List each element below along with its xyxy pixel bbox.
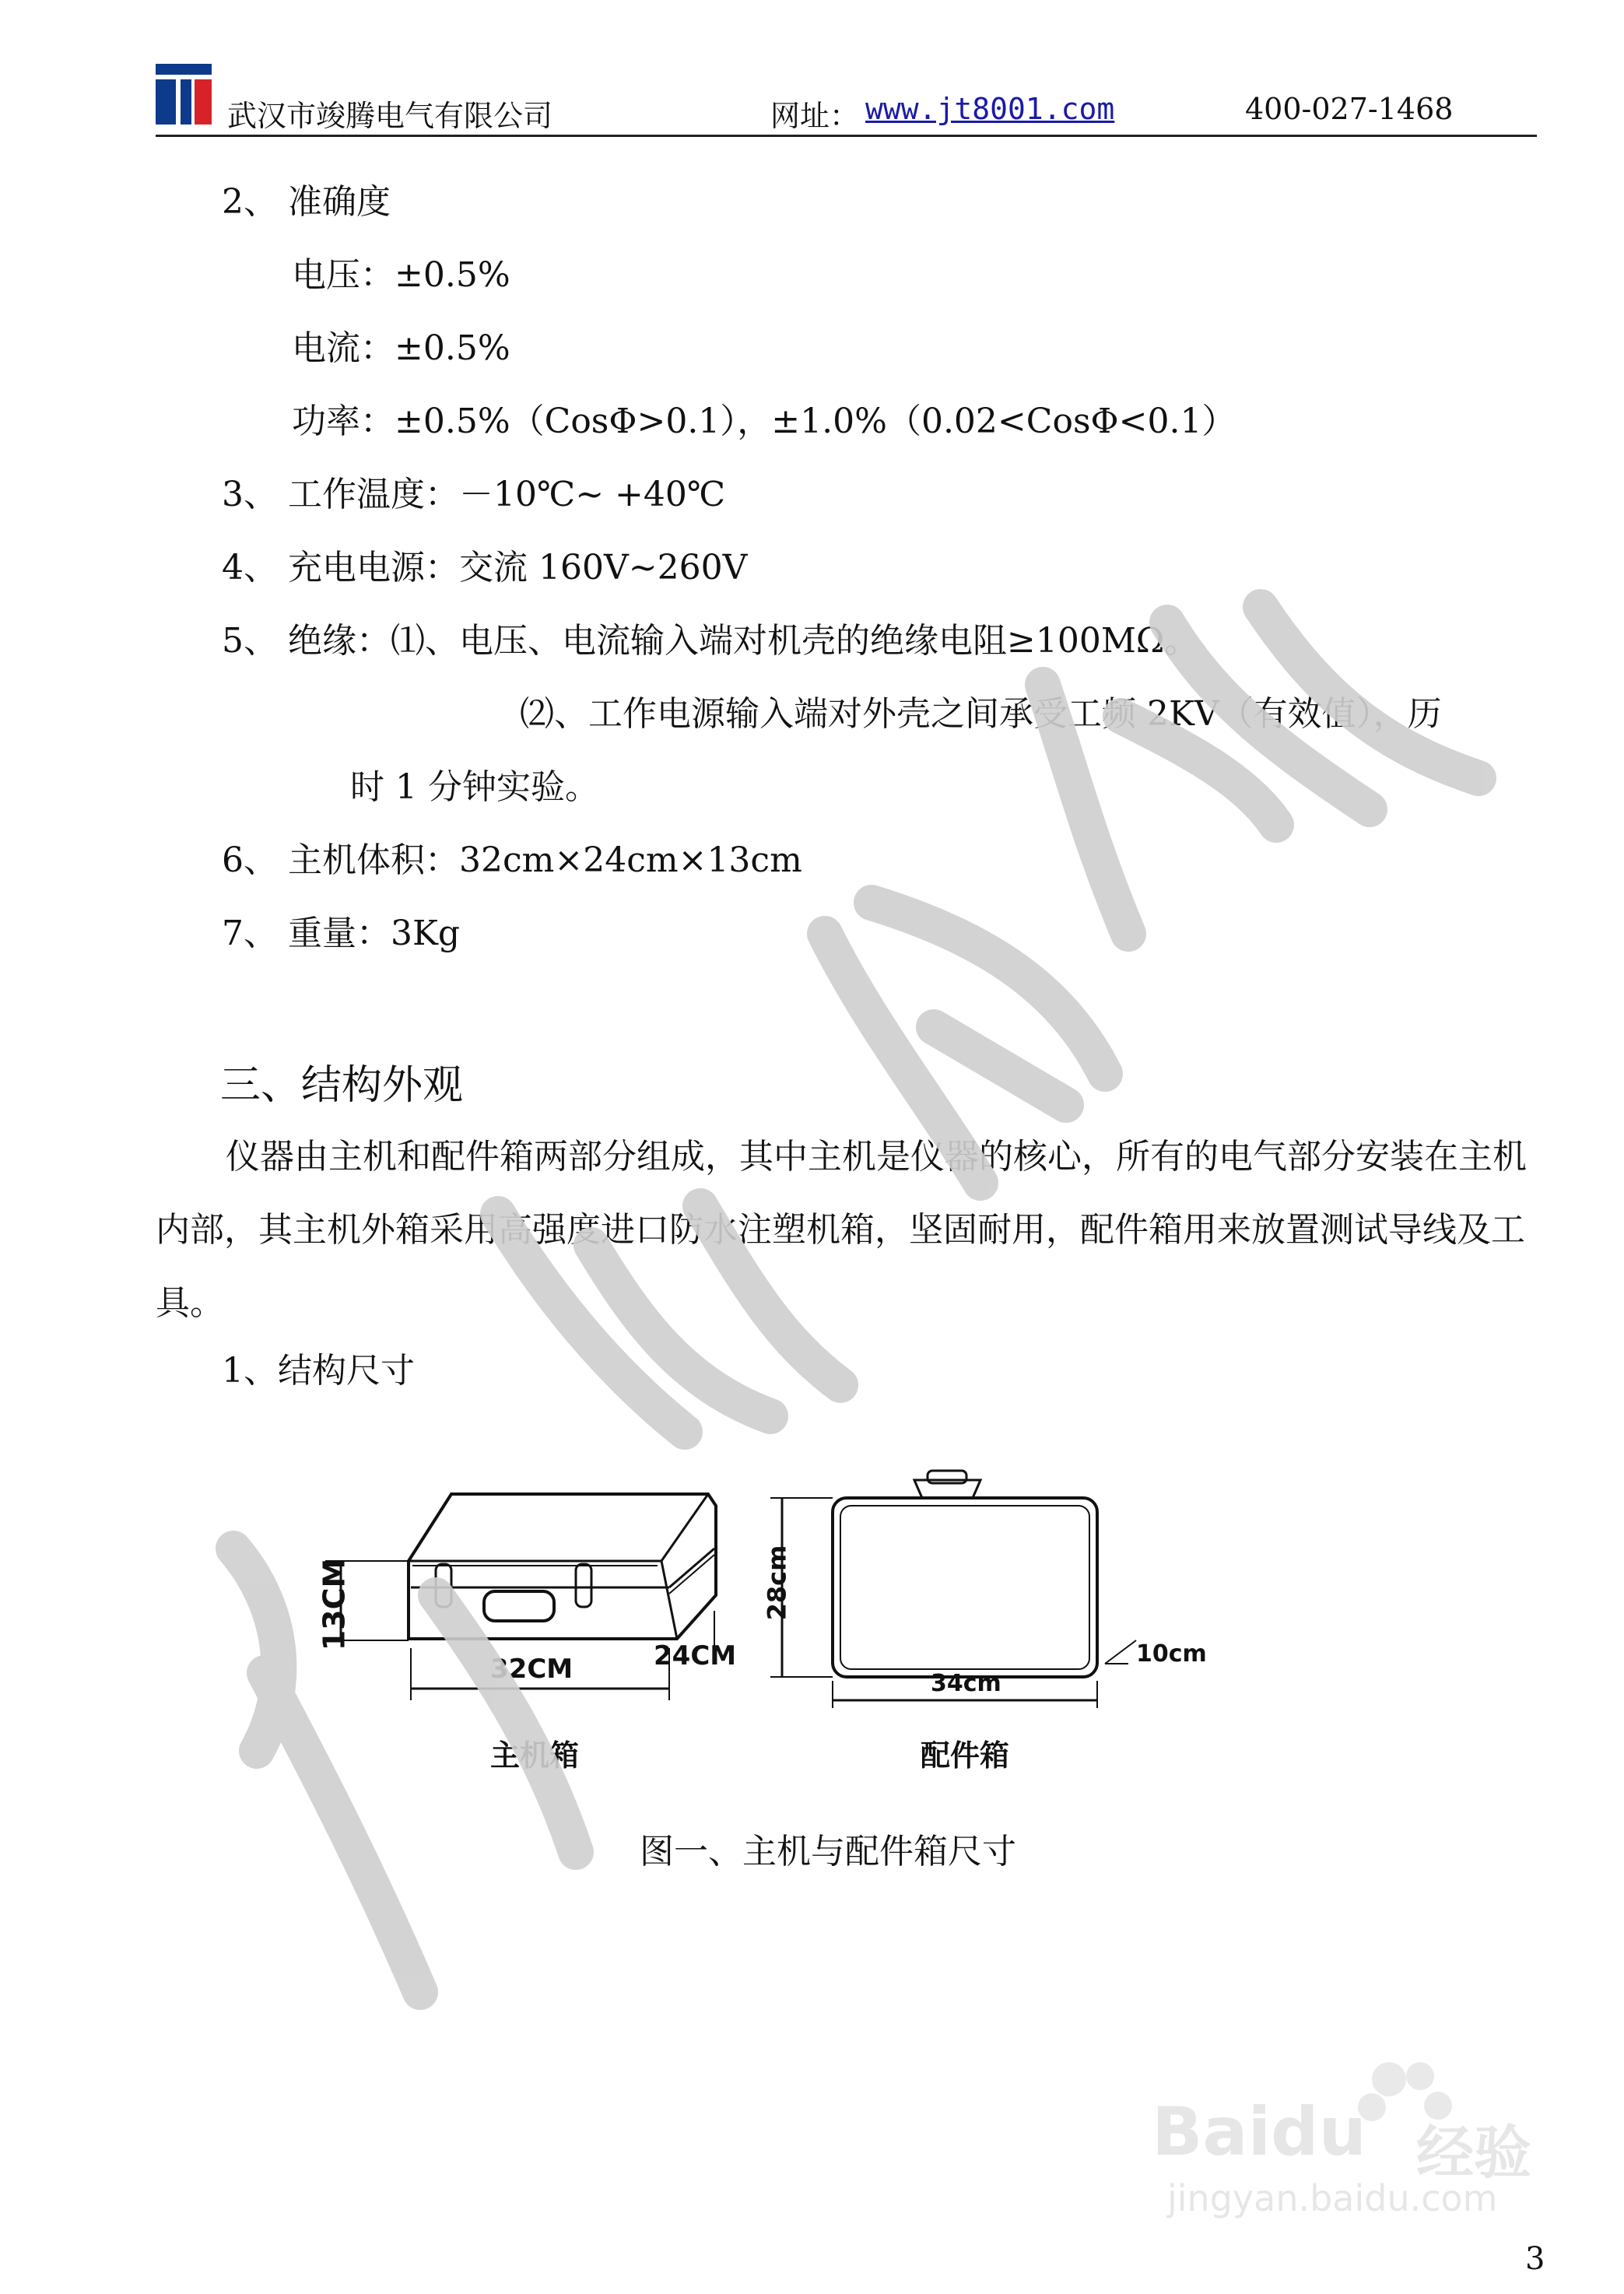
spec-6-text: 主机体积：32cm×24cm×13cm <box>288 840 802 880</box>
spec-3-number: 3、 <box>222 475 278 514</box>
spec-power: 功率：±0.5%（CosΦ>0.1），±1.0%（0.02<CosΦ<0.1） <box>292 402 1236 441</box>
figure-dimensions <box>303 1432 1268 1774</box>
baidu-brand-text: Baidu <box>1152 2093 1366 2171</box>
spec-4-number: 4、 <box>222 548 278 588</box>
main-box-height-label: 13CM <box>317 1558 352 1651</box>
main-box-width-label: 32CM <box>490 1654 573 1685</box>
spec-4-text: 充电电源：交流 160V~260V <box>288 548 748 588</box>
figure-caption: 图一、主机与配件箱尺寸 <box>640 1832 1016 1871</box>
spec-current: 电流：±0.5% <box>292 328 510 368</box>
baidu-brand-watermark <box>1152 2047 1556 2218</box>
spec-7-number: 7、 <box>222 914 278 953</box>
spec-5-line3: 时 1 分钟实验。 <box>350 767 599 807</box>
spec-5-number: 5、 <box>222 621 278 661</box>
spec-3-text: 工作温度：－10℃~ +40℃ <box>288 475 726 514</box>
section-3-paragraph: 仪器由主机和配件箱两部分组成，其中主机是仪器的核心，所有的电气部分安装在主机内部，其主机外箱采用高强度进口防水注塑机箱，坚固耐用，配件箱用来放置测试导线及工具。 <box>156 1137 1527 1323</box>
main-box-label: 主机箱 <box>490 1738 580 1773</box>
spec-2-number: 2、 <box>222 182 278 222</box>
section-3-sub1: 1、结构尺寸 <box>222 1351 415 1391</box>
accessory-box-height-label: 28cm <box>762 1545 792 1621</box>
header-company-name: 武汉市竣腾电气有限公司 <box>227 99 553 133</box>
spec-5-line2: ⑵、工作电源输入端对外壳之间承受工频 2KV（有效值），历 <box>520 694 1442 734</box>
baidu-brand-url: jingyan.baidu.com <box>1167 2177 1498 2219</box>
spec-5-text: 绝缘：⑴、电压、电流输入端对机壳的绝缘电阻≥100MΩ。 <box>288 621 1199 661</box>
spec-6-number: 6、 <box>222 840 278 880</box>
header-url-label: 网址： <box>770 99 860 133</box>
accessory-box-depth-label: 10cm <box>1136 1640 1207 1668</box>
header-divider <box>156 135 1537 137</box>
page-number: 3 <box>1525 2241 1545 2277</box>
header-url-link[interactable]: www.jt8001.com <box>865 92 1115 126</box>
spec-2-title: 准确度 <box>288 182 391 222</box>
header-phone: 400-027-1468 <box>1245 92 1454 126</box>
accessory-box-width-label: 34cm <box>931 1670 1001 1697</box>
spec-voltage: 电压：±0.5% <box>292 255 510 295</box>
main-box-depth-label: 24CM <box>654 1640 737 1671</box>
accessory-box-label: 配件箱 <box>921 1738 1010 1773</box>
jingyan-brand-text: 经验 <box>1416 2120 1531 2187</box>
section-3-heading: 三、结构外观 <box>220 1062 464 1109</box>
company-logo <box>156 64 212 125</box>
spec-7-text: 重量：3Kg <box>288 914 461 953</box>
